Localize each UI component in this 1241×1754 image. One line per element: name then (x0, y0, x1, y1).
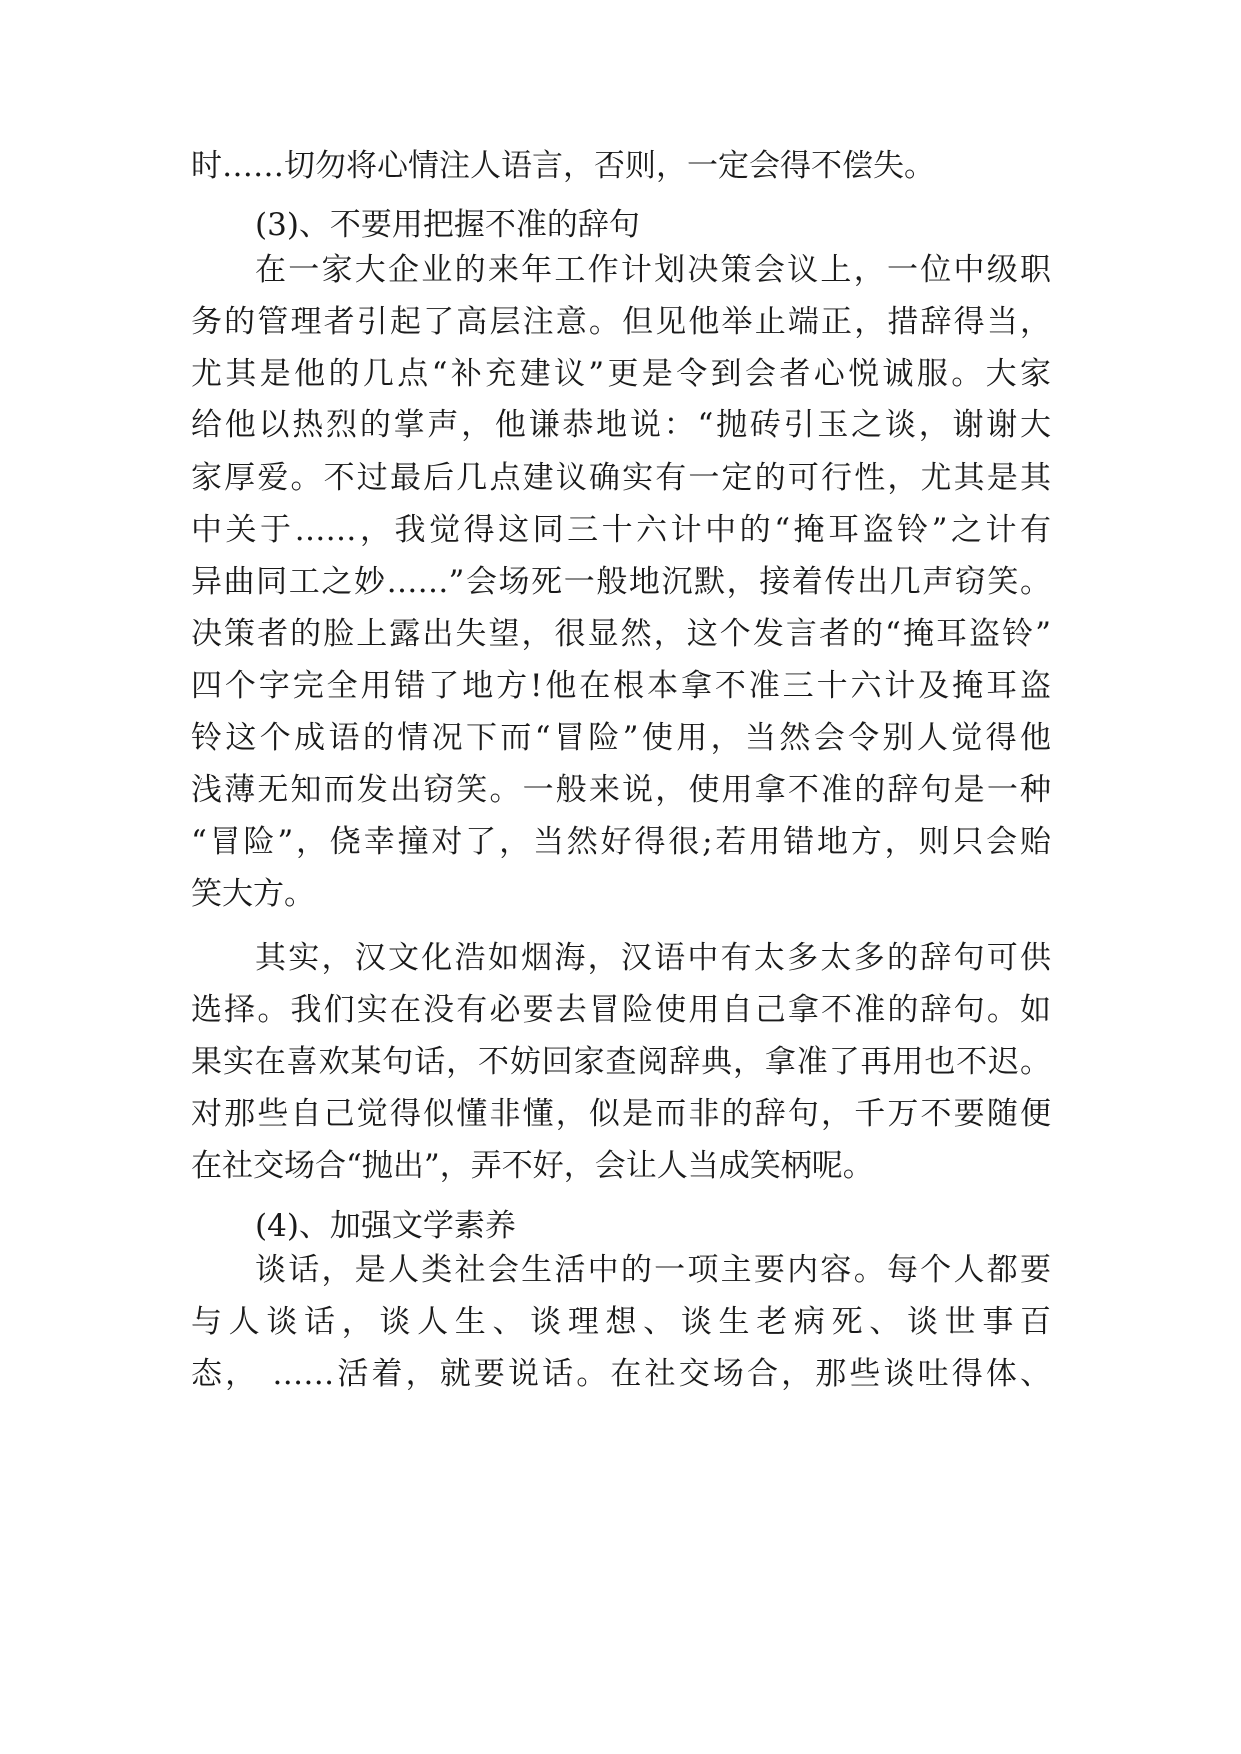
text-line: 时……切勿将心情注人语言，否则，一定会得不偿失。 (191, 148, 935, 184)
text-line: 家厚爱。不过最后几点建议确实有一定的可行性，尤其是其 (191, 460, 1051, 496)
text-line: 异曲同工之妙……”会场死一般地沉默，接着传出几声窃笑。 (191, 564, 1051, 600)
text-line: 笑大方。 (191, 876, 315, 912)
text-line: 在社交场合“抛出”，弄不好，会让人当成笑柄呢。 (191, 1148, 874, 1184)
text-line: 态， ……活着，就要说话。在社交场合，那些谈吐得体、 (191, 1356, 1051, 1392)
text-line: 尤其是他的几点“补充建议”更是令到会者心悦诚服。大家 (191, 356, 1051, 392)
text-line: 中关于……，我觉得这同三十六计中的“掩耳盗铃”之计有 (191, 512, 1051, 548)
section-heading: (3)、不要用把握不准的辞句 (255, 207, 640, 243)
text-line: “冒险”，侥幸撞对了，当然好得很;若用错地方，则只会贻 (191, 824, 1051, 860)
text-line: 铃这个成语的情况下而“冒险”使用，当然会令别人觉得他 (191, 720, 1051, 756)
text-line: 选择。我们实在没有必要去冒险使用自己拿不准的辞句。如 (191, 992, 1051, 1028)
text-line: 其实，汉文化浩如烟海，汉语中有太多太多的辞句可供 (255, 940, 1051, 976)
text-line: 对那些自己觉得似懂非懂，似是而非的辞句，千万不要随便 (191, 1096, 1051, 1132)
text-line: 务的管理者引起了高层注意。但见他举止端正，措辞得当， (191, 304, 1051, 340)
text-line: 果实在喜欢某句话，不妨回家查阅辞典，拿准了再用也不迟。 (191, 1044, 1051, 1080)
text-line: 给他以热烈的掌声，他谦恭地说：“抛砖引玉之谈，谢谢大 (191, 407, 1051, 443)
text-line: 在一家大企业的来年工作计划决策会议上，一位中级职 (255, 252, 1051, 288)
section-heading: (4)、加强文学素养 (255, 1208, 516, 1244)
text-line: 决策者的脸上露出失望，很显然，这个发言者的“掩耳盗铃” (191, 616, 1051, 652)
text-line: 与人谈话，谈人生、谈理想、谈生老病死、谈世事百 (191, 1304, 1051, 1340)
text-line: 四个字完全用错了地方!他在根本拿不准三十六计及掩耳盗 (191, 668, 1051, 704)
text-line: 浅薄无知而发出窃笑。一般来说，使用拿不准的辞句是一种 (191, 772, 1051, 808)
text-line: 谈话，是人类社会生活中的一项主要内容。每个人都要 (255, 1252, 1051, 1288)
